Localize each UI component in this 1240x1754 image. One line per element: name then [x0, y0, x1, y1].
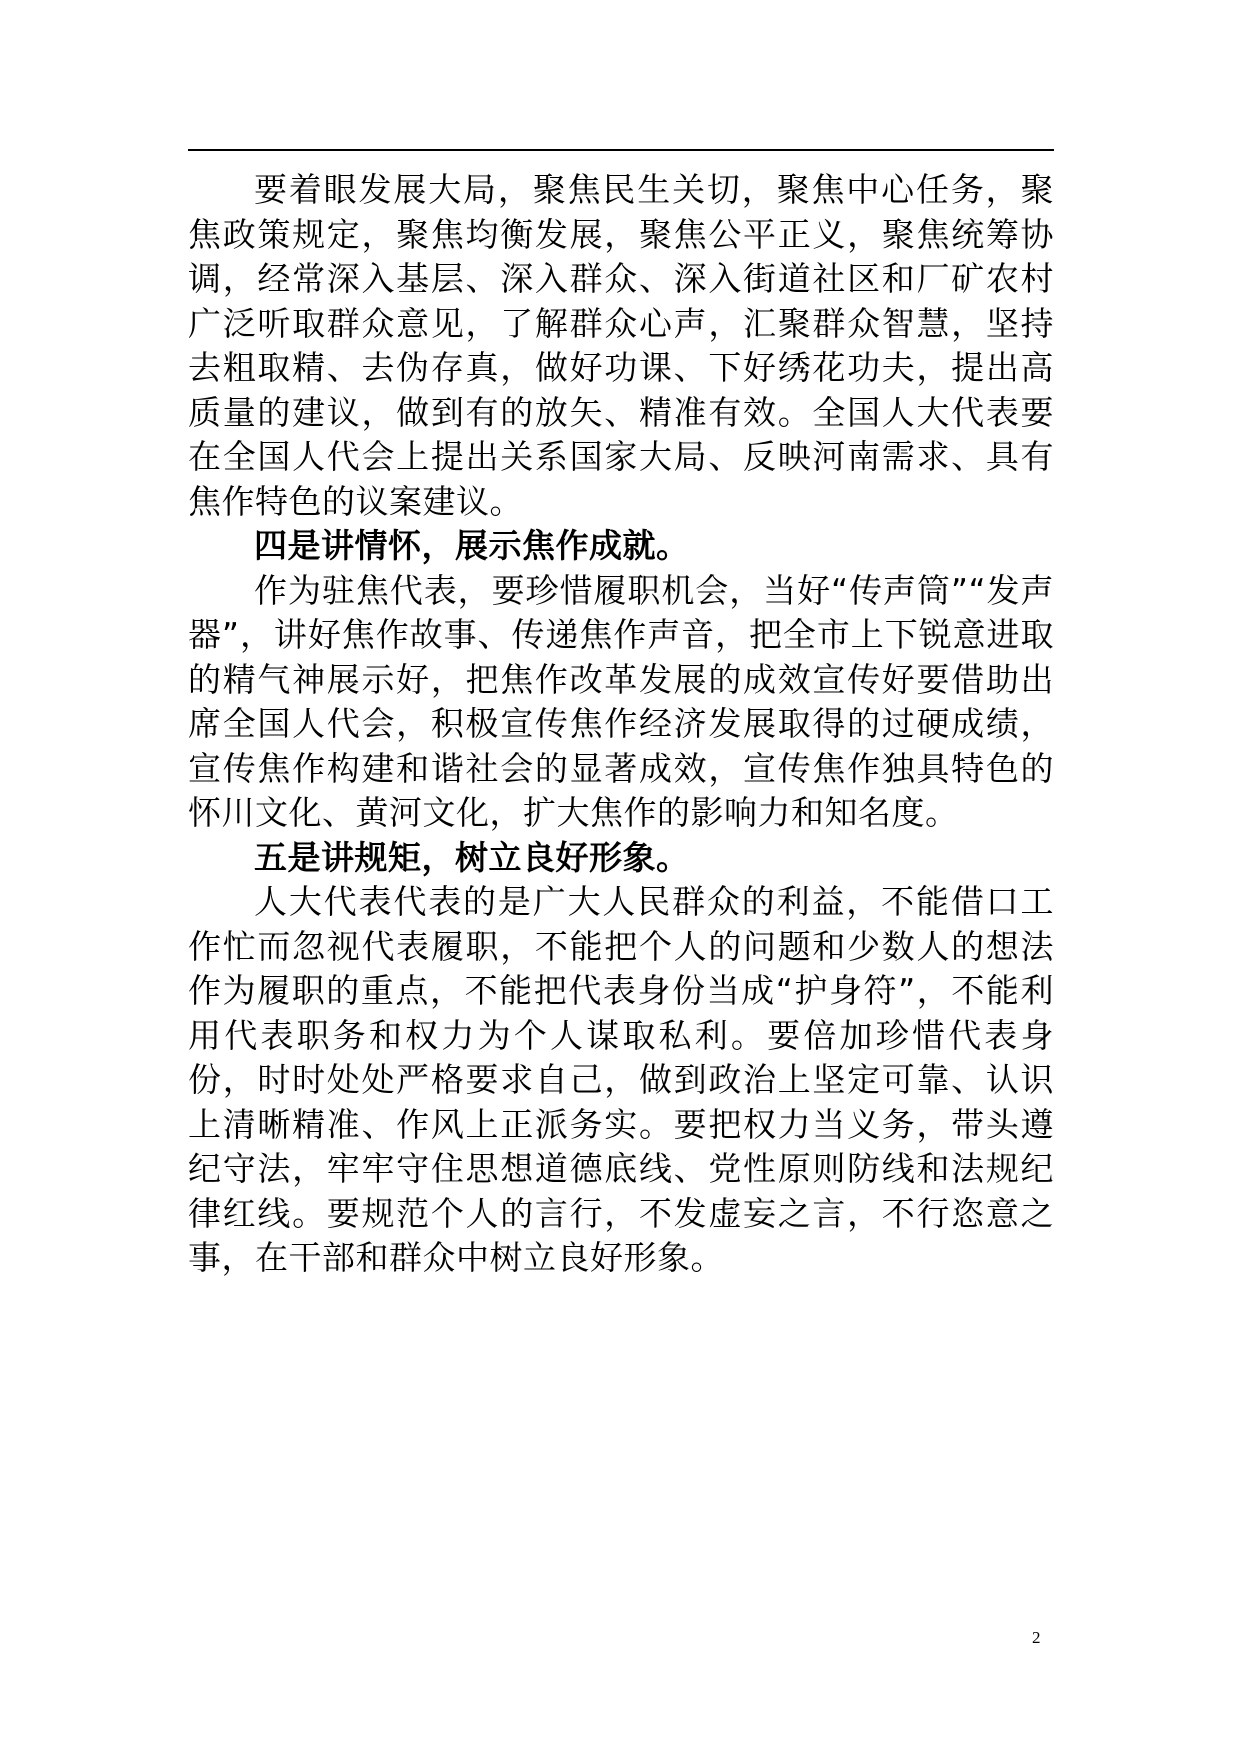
section-heading-5: 五是讲规矩，树立良好形象。 [254, 837, 690, 877]
paragraph-deepen-research: 要着眼发展大局，聚焦民生关切，聚焦中心任务，聚焦政策规定，聚焦均衡发展，聚焦公平正义，聚焦统筹协调，经常深入基层、深入群众、深入街道社区和厂矿农村广泛听取群众意见，了解群众心声，汇聚群众智慧，坚持去粗取精、去伪存真，做好功课、下好绣花功夫，提出高质量的建议，做到有的放矢、精准有效。全国人大代表要在全国人代会上提出关系国家大局、反映河南需求、具有焦作特色的议案建议。 [188, 170, 1054, 521]
paragraph-follow-rules: 人大代表代表的是广大人民群众的利益，不能借口工作忙而忽视代表履职，不能把个人的问题和少数人的想法作为履职的重点，不能把代表身份当成“护身符”，不能利用代表职务和权力为个人谋取私利。要倍加珍惜代表身份，时时处处严格要求自己，做到政治上坚定可靠、认识上清晰精准、作风上正派务实。要把权力当义务，带头遵纪守法，牢牢守住思想道德底线、党性原则防线和法规纪律红线。要规范个人的言行，不发虚妄之言，不行恣意之事，在干部和群众中树立良好形象。 [188, 882, 1054, 1277]
section-heading-4: 四是讲情怀，展示焦作成就。 [254, 526, 690, 565]
body-text [188, 168, 1054, 1281]
header-rule [188, 149, 1054, 151]
paragraph-showcase-achievements: 作为驻焦代表，要珍惜履职机会，当好“传声筒”“发声器”，讲好焦作故事、传递焦作声音，把全市上下锐意进取的精气神展示好，把焦作改革发展的成效宣传好要借助出席全国人代会，积极宣传焦作经济发展取得的过硬成绩，宣传焦作构建和谐社会的显著成效，宣传焦作独具特色的怀川文化、黄河文化，扩大焦作的影响力和知名度。 [188, 570, 1054, 832]
page-number: 2 [1032, 1628, 1041, 1647]
